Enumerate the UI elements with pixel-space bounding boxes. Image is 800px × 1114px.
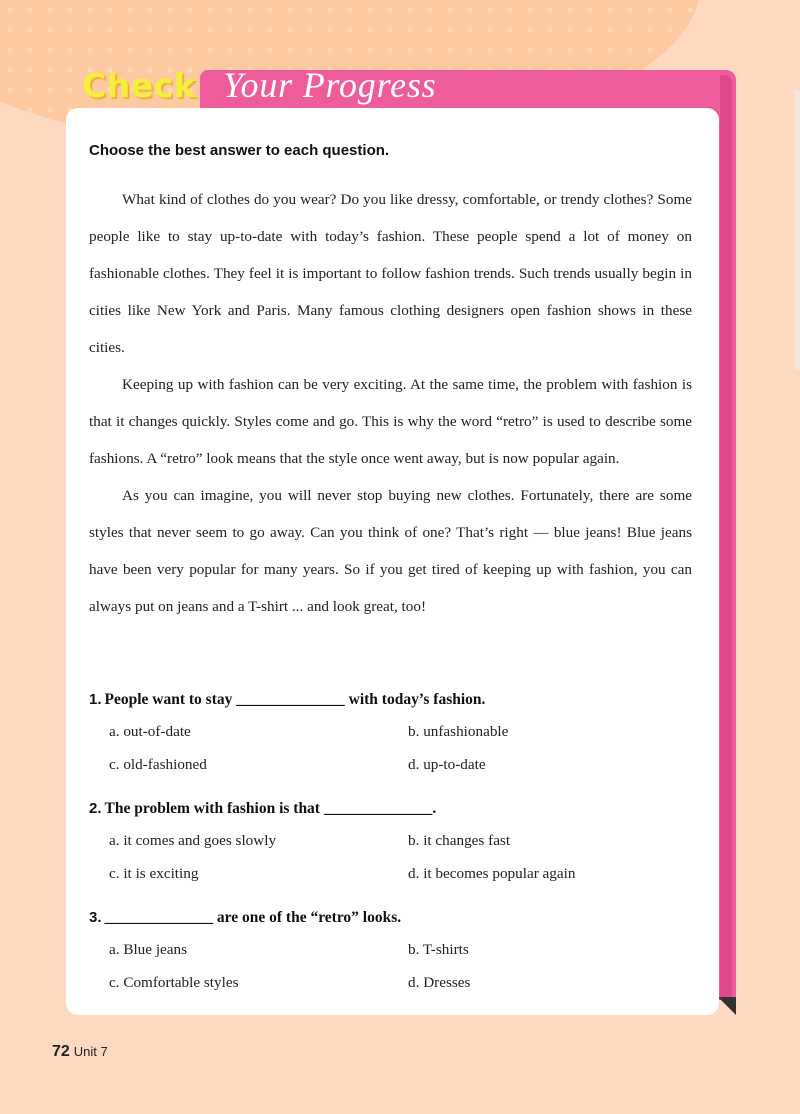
corner-triangle: [718, 997, 736, 1015]
title-check: Check: [82, 66, 197, 105]
title-your-progress: Your Progress: [223, 65, 437, 105]
question-2-options: [89, 830, 709, 900]
pink-panel-shade: [720, 75, 732, 1000]
question-3-option-b[interactable]: b. T-shirts: [408, 941, 469, 958]
page-number: 72: [52, 1043, 70, 1060]
question-1-stem: [89, 689, 709, 711]
question-3-option-c[interactable]: c. Comfortable styles: [109, 974, 239, 991]
question-3: [89, 907, 709, 1009]
question-3-stem: [89, 907, 709, 929]
passage-paragraph-3: As you can imagine, you will never stop buying new clothes. Fortunately, there are some styles that never seem to go away. Can you think of one? That’s right — blue jeans! Blue jeans have been very popular for many years. So if you get tired of keeping up with fashion, you can always put on jeans and a T-shirt ... and look great, too!: [89, 487, 692, 615]
passage-paragraph-2: Keeping up with fashion can be very exciting. At the same time, the problem with fashion is that it changes quickly. Styles come and go. This is why the word “retro” is used to describe some fashions. A “retro” look means that the style once went away, but is now popular again.: [89, 376, 692, 467]
question-3-option-d[interactable]: d. Dresses: [408, 974, 471, 991]
question-1-option-b[interactable]: b. unfashionable: [408, 723, 509, 740]
question-2-option-c[interactable]: c. it is exciting: [109, 865, 199, 882]
question-2: [89, 798, 709, 900]
question-3-number: 3.: [89, 909, 102, 926]
instruction-text: Choose the best answer to each question.: [89, 142, 390, 159]
question-3-text: ______________ are one of the “retro” looks.: [104, 909, 402, 926]
question-1-text: People want to stay ______________ with today’s fashion.: [104, 691, 486, 708]
reading-passage: [89, 181, 692, 625]
page-edge-stripe: [794, 90, 800, 370]
question-1-option-a[interactable]: a. out-of-date: [109, 723, 191, 740]
question-2-number: 2.: [89, 800, 102, 817]
question-2-option-b[interactable]: b. it changes fast: [408, 832, 511, 849]
question-3-options: [89, 939, 709, 1009]
question-3-option-a[interactable]: a. Blue jeans: [109, 941, 188, 958]
unit-label: Unit 7: [73, 1044, 108, 1059]
passage-paragraph-1: What kind of clothes do you wear? Do you like dressy, comfortable, or trendy clothes? Some people like to stay up-to-date with today’s fashion. These people spend a lot of money on fashionable clothes. They feel it is important to follow fashion trends. Such trends usually begin in cities like New York and Paris. Many famous clothing designers open fashion shows in these cities.: [89, 191, 692, 356]
question-2-option-a[interactable]: a. it comes and goes slowly: [109, 832, 277, 849]
question-1: [89, 689, 709, 791]
question-1-number: 1.: [89, 691, 102, 708]
question-2-option-d[interactable]: d. it becomes popular again: [408, 865, 576, 882]
question-2-text: The problem with fashion is that ______________.: [104, 800, 437, 817]
question-1-option-c[interactable]: c. old-fashioned: [109, 756, 207, 773]
question-1-option-d[interactable]: d. up-to-date: [408, 756, 486, 773]
question-1-options: [89, 721, 709, 791]
question-2-stem: [89, 798, 709, 820]
page-footer: [52, 1043, 108, 1061]
